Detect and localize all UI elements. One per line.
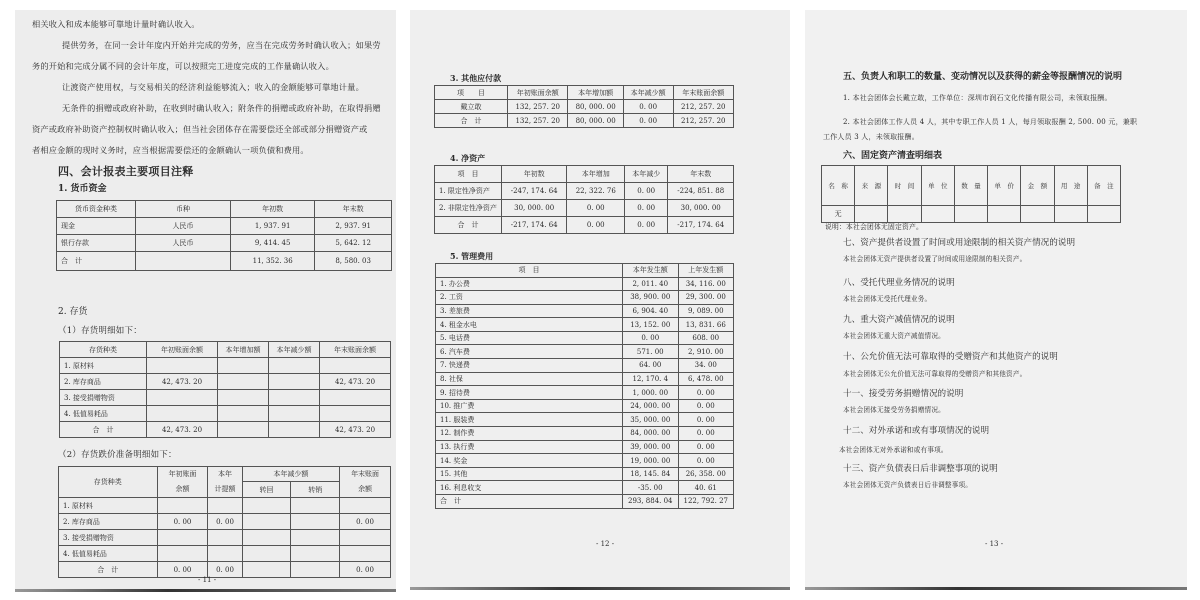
cell: -247, 174. 64	[501, 183, 567, 200]
cell: 2. 工资	[436, 291, 623, 305]
cell: 80, 000. 00	[568, 114, 623, 128]
cell: 15. 其他	[436, 467, 623, 481]
column-header: 年末数	[315, 201, 392, 218]
cell: 合 计	[57, 252, 136, 271]
page-13	[805, 10, 1187, 590]
cell: 2. 非限定性净资产	[435, 200, 502, 217]
payables-table	[434, 85, 734, 128]
cell	[1054, 206, 1087, 223]
cell	[291, 530, 340, 546]
column-header: 转回	[242, 482, 291, 498]
cell: 3. 接受捐赠物资	[59, 530, 158, 546]
cell: 0. 00	[208, 562, 242, 578]
section-heading: 十一、接受劳务捐赠情况的说明	[843, 389, 964, 399]
table-row	[436, 454, 734, 468]
cell	[320, 390, 391, 406]
table-header-row	[59, 467, 391, 482]
cell	[218, 390, 269, 406]
cell: 3. 差旅费	[436, 304, 623, 318]
cell: 0. 00	[208, 514, 242, 530]
cell: 1, 937. 91	[231, 218, 315, 235]
table-row	[435, 183, 734, 200]
cell: 12. 制作费	[436, 427, 623, 441]
cell: 戴立敢	[435, 100, 508, 114]
cell: 6, 904. 40	[623, 304, 679, 318]
cell: 0. 00	[625, 183, 668, 200]
cell	[269, 358, 320, 374]
cell: 5. 电话费	[436, 331, 623, 345]
cell: 30, 000. 00	[501, 200, 567, 217]
cell: 0. 00	[625, 200, 668, 217]
cell	[954, 206, 987, 223]
cell: 0. 00	[623, 114, 673, 128]
table-note: 说明：本社会团体无固定资产。	[825, 223, 923, 231]
subsection-heading: 4. 净资产	[450, 153, 486, 163]
column-header: 上年发生额	[678, 264, 734, 278]
column-header	[157, 467, 208, 498]
cell	[988, 206, 1021, 223]
cell: 42, 473. 20	[320, 374, 391, 390]
cell	[218, 422, 269, 438]
cell: 合 计	[60, 422, 147, 438]
table-row	[436, 331, 734, 345]
cell	[136, 252, 231, 271]
inventory-table	[59, 341, 391, 438]
cell: 42, 473. 20	[320, 422, 391, 438]
table-row	[436, 318, 734, 332]
cell: 132, 257. 20	[508, 114, 568, 128]
cell: 4. 租金水电	[436, 318, 623, 332]
cell: 38, 900. 00	[623, 291, 679, 305]
cell: 0. 00	[567, 217, 625, 234]
table-header-row	[435, 86, 734, 100]
cell: 9, 414. 45	[231, 235, 315, 252]
column-header: 存货种类	[59, 467, 158, 498]
cell: 1. 办公费	[436, 277, 623, 291]
cell	[340, 530, 391, 546]
section-body: 本社会团体无重大资产减值情况。	[843, 332, 945, 340]
cell: 8, 580. 03	[315, 252, 392, 271]
cell	[269, 406, 320, 422]
column-header: 用 途	[1054, 166, 1087, 206]
cell: 2, 011. 40	[623, 277, 679, 291]
paragraph-line: 无条件的捐赠或政府补助，在收到时确认收入；附条件的捐赠或政府补助，在取得捐赠	[62, 103, 381, 113]
column-header: 数 量	[954, 166, 987, 206]
column-header: 本年减少额	[269, 342, 320, 358]
section-heading: 十三、资产负债表日后非调整事项的说明	[843, 464, 998, 474]
paragraph-line: 1. 本社会团体会长戴立敢，工作单位：深圳市润石文化传播有限公司，未领取报酬。	[843, 94, 1112, 102]
section-heading: 八、受托代理业务情况的说明	[843, 278, 955, 288]
table-row	[436, 345, 734, 359]
cell	[921, 206, 954, 223]
cell	[291, 562, 340, 578]
column-header: 本年增加	[567, 166, 625, 183]
cell: 13. 执行费	[436, 440, 623, 454]
cell	[242, 530, 291, 546]
cell: 2. 库存商品	[60, 374, 147, 390]
column-header: 存货种类	[60, 342, 147, 358]
table-total-row	[435, 217, 734, 234]
table-row	[436, 359, 734, 373]
column-header: 金 额	[1021, 166, 1054, 206]
cell: 212, 257. 20	[673, 114, 733, 128]
cell	[269, 390, 320, 406]
page-number: - 11 -	[198, 576, 217, 584]
cell: -217, 174. 64	[501, 217, 567, 234]
cell	[147, 406, 218, 422]
column-header: 项 目	[435, 86, 508, 100]
cell	[242, 514, 291, 530]
cell	[1087, 206, 1120, 223]
cell: 9, 089. 00	[678, 304, 734, 318]
cell	[340, 546, 391, 562]
section-heading: 五、负责人和职工的数量、变动情况以及获得的薪金等报酬情况的说明	[843, 72, 1123, 82]
cell: 42, 473. 20	[147, 374, 218, 390]
cell: 40. 61	[678, 481, 734, 495]
column-header: 本年减少额	[623, 86, 673, 100]
section-body: 本社会团体无资产负债表日后非调整事项。	[843, 481, 973, 489]
table-total-row	[60, 422, 391, 438]
cell: 0. 00	[678, 427, 734, 441]
cell: 无	[822, 206, 855, 223]
section-heading: 十二、对外承诺和或有事项情况的说明	[843, 426, 990, 436]
cell: 合 计	[435, 217, 502, 234]
table-row	[436, 291, 734, 305]
cell: 人民币	[136, 218, 231, 235]
cell: 34, 116. 00	[678, 277, 734, 291]
cell: 0. 00	[678, 440, 734, 454]
cell	[242, 546, 291, 562]
paragraph-line: 资产或政府补助资产控制权时确认收入；但当社会团体存在需要偿还全部或部分捐赠资产或	[32, 124, 368, 134]
cell: 9. 招待费	[436, 386, 623, 400]
header-line: 年初账面	[168, 470, 197, 478]
table-row	[436, 372, 734, 386]
cell	[208, 498, 242, 514]
cell	[320, 406, 391, 422]
cell: 4. 低值易耗品	[60, 406, 147, 422]
table-row	[59, 498, 391, 514]
subsection-heading: 3. 其他应付款	[450, 73, 502, 83]
table-row	[60, 358, 391, 374]
column-header: 本年增加额	[568, 86, 623, 100]
cell: 0. 00	[340, 514, 391, 530]
table-row	[57, 218, 392, 235]
section-heading: 十、公允价值无法可靠取得的受赠资产和其他资产的说明	[843, 352, 1058, 362]
cell: 2, 937. 91	[315, 218, 392, 235]
cell: 39, 000. 00	[623, 440, 679, 454]
cell: 0. 00	[678, 454, 734, 468]
column-header: 来 源	[855, 166, 888, 206]
table-row	[57, 235, 392, 252]
column-header: 时 间	[888, 166, 921, 206]
fixed-assets-table	[821, 165, 1121, 223]
table-header-row	[57, 201, 392, 218]
table-row	[60, 390, 391, 406]
cell: 4. 低值易耗品	[59, 546, 158, 562]
table-header-row	[436, 264, 734, 278]
table-header-row	[822, 166, 1121, 206]
cell	[218, 374, 269, 390]
column-header: 年末数	[668, 166, 734, 183]
cell: 13, 152. 00	[623, 318, 679, 332]
column-header: 年初账面余额	[147, 342, 218, 358]
cell: 0. 00	[678, 386, 734, 400]
column-header: 本年减少	[625, 166, 668, 183]
cell: -224, 851. 88	[668, 183, 734, 200]
cell: 18, 145. 84	[623, 467, 679, 481]
column-header: 年末账面余额	[673, 86, 733, 100]
cell	[269, 422, 320, 438]
column-header: 币种	[136, 201, 231, 218]
cell: 19, 000. 00	[623, 454, 679, 468]
cell: 10. 推广费	[436, 399, 623, 413]
cell	[157, 498, 208, 514]
cell: 11, 352. 36	[231, 252, 315, 271]
page-number: - 13 -	[985, 540, 1004, 548]
cell	[147, 390, 218, 406]
section-body: 本社会团体无接受劳务捐赠情况。	[843, 406, 945, 414]
column-header: 项 目	[435, 166, 502, 183]
table-row	[436, 386, 734, 400]
section-heading: 六、固定资产清查明细表	[843, 151, 943, 161]
cell	[291, 514, 340, 530]
table-row	[436, 277, 734, 291]
table-total-row	[57, 252, 392, 271]
cell	[157, 546, 208, 562]
table-row	[436, 427, 734, 441]
section-body: 本社会团体无公允价值无法可靠取得的受赠资产和其他资产。	[843, 370, 1027, 378]
cell: 6. 汽车费	[436, 345, 623, 359]
cell: 1. 原材料	[60, 358, 147, 374]
table-total-row	[59, 562, 391, 578]
column-header: 名 称	[822, 166, 855, 206]
cell: 合 计	[436, 495, 623, 509]
cell	[340, 498, 391, 514]
cell	[147, 358, 218, 374]
cell	[855, 206, 888, 223]
cell: 293, 884. 04	[623, 495, 679, 509]
cell: 7. 快递费	[436, 359, 623, 373]
cell: 0. 00	[623, 331, 679, 345]
cell: 42, 473. 20	[147, 422, 218, 438]
cell: 571. 00	[623, 345, 679, 359]
table-row	[60, 374, 391, 390]
table-row	[436, 481, 734, 495]
cash-table	[56, 200, 392, 271]
page-number: - 12 -	[596, 540, 615, 548]
column-header: 备 注	[1087, 166, 1120, 206]
header-line: 年末账面	[351, 470, 380, 478]
cell: 0. 00	[157, 562, 208, 578]
column-header: 本年发生额	[623, 264, 679, 278]
column-header: 年初数	[501, 166, 567, 183]
header-line: 本年	[218, 470, 232, 478]
section-heading: 九、重大资产减值情况的说明	[843, 315, 955, 325]
cell: 80, 000. 00	[568, 100, 623, 114]
cell	[269, 374, 320, 390]
cell	[320, 358, 391, 374]
cell	[242, 562, 291, 578]
cell	[888, 206, 921, 223]
cell: 22, 322. 76	[567, 183, 625, 200]
table-row	[59, 546, 391, 562]
header-line: 余额	[358, 485, 373, 493]
cell	[208, 530, 242, 546]
cell: 0. 00	[678, 399, 734, 413]
cell	[218, 358, 269, 374]
table-row	[60, 406, 391, 422]
column-header: 本年减少额	[242, 467, 340, 482]
cell: 84, 000. 00	[623, 427, 679, 441]
cell: 13, 831. 66	[678, 318, 734, 332]
cell	[208, 546, 242, 562]
cell: 0. 00	[623, 100, 673, 114]
cell: 人民币	[136, 235, 231, 252]
cell: 16. 利息收支	[436, 481, 623, 495]
table-header-row	[60, 342, 391, 358]
column-header: 年初数	[231, 201, 315, 218]
impairment-table	[58, 466, 391, 578]
column-header: 单 价	[988, 166, 1021, 206]
column-header: 项 目	[436, 264, 623, 278]
table-row	[436, 399, 734, 413]
cell: 现金	[57, 218, 136, 235]
table-row	[436, 304, 734, 318]
section-body: 本社会团体无资产提供者设置了时间或用途限制的相关资产。	[843, 255, 1027, 263]
net-assets-table	[434, 165, 734, 234]
cell	[1021, 206, 1054, 223]
subsection-heading: （2）存货跌价准备明细如下：	[58, 450, 177, 460]
cell	[242, 498, 291, 514]
table-total-row	[435, 114, 734, 128]
cell	[218, 406, 269, 422]
cell: 30, 000. 00	[668, 200, 734, 217]
table-row	[59, 530, 391, 546]
cell: 24, 000. 00	[623, 399, 679, 413]
section-heading: 四、会计报表主要项目注释	[58, 165, 194, 178]
cell: -217, 174. 64	[668, 217, 734, 234]
paragraph-line: 务的开始和完成分属不同的会计年度，可以按照完工进度完成的工作量确认收入。	[32, 61, 334, 71]
table-header-row	[435, 166, 734, 183]
cell: 1. 限定性净资产	[435, 183, 502, 200]
column-header: 货币资金种类	[57, 201, 136, 218]
subsection-heading: 1. 货币资金	[58, 184, 107, 194]
cell: 64. 00	[623, 359, 679, 373]
section-heading: 七、资产提供者设置了时间或用途限制的相关资产情况的说明	[843, 238, 1076, 248]
table-row	[59, 514, 391, 530]
header-line: 余额	[175, 485, 190, 493]
cell: 34. 00	[678, 359, 734, 373]
cell: 3. 接受捐赠物资	[60, 390, 147, 406]
cell	[291, 498, 340, 514]
cell: 29, 300. 00	[678, 291, 734, 305]
cell: 0. 00	[567, 200, 625, 217]
header-line: 计提额	[214, 485, 236, 493]
column-header	[208, 467, 242, 498]
cell: 8. 社保	[436, 372, 623, 386]
column-header: 本年增加额	[218, 342, 269, 358]
table-row	[435, 100, 734, 114]
admin-expenses-table	[435, 263, 734, 509]
cell: 11. 服装费	[436, 413, 623, 427]
cell: 35, 000. 00	[623, 413, 679, 427]
cell: 合 计	[59, 562, 158, 578]
paragraph-line: 工作人员 3 人，未领取报酬。	[823, 133, 919, 141]
cell	[291, 546, 340, 562]
cell: 0. 00	[625, 217, 668, 234]
paragraph-line: 让渡资产使用权，与交易相关的经济利益能够流入；收入的金额能够可靠地计量。	[62, 82, 364, 92]
page-12	[410, 10, 790, 590]
cell: 26, 358. 00	[678, 467, 734, 481]
cell: 0. 00	[340, 562, 391, 578]
cell: 2, 910. 00	[678, 345, 734, 359]
cell: 5, 642. 12	[315, 235, 392, 252]
paragraph-line: 相关收入和成本能够可靠地计量时确认收入。	[32, 19, 200, 29]
table-row	[436, 413, 734, 427]
cell: -35. 00	[623, 481, 679, 495]
cell: 212, 257. 20	[673, 100, 733, 114]
table-row	[822, 206, 1121, 223]
section-body: 本社会团体无受托代理业务。	[843, 295, 932, 303]
cell: 132, 257. 20	[508, 100, 568, 114]
column-header: 年初账面余额	[508, 86, 568, 100]
cell: 1, 000. 00	[623, 386, 679, 400]
subsection-heading: 2. 存货	[58, 307, 88, 317]
cell: 2. 库存商品	[59, 514, 158, 530]
section-body: 本社会团体无对外承诺和或有事项。	[839, 446, 948, 454]
column-header: 年末账面余额	[320, 342, 391, 358]
paragraph-line: 提供劳务，在同一会计年度内开始并完成的劳务，应当在完成劳务时确认收入；如果劳	[62, 40, 381, 50]
table-row	[435, 200, 734, 217]
cell: 12, 170. 4	[623, 372, 679, 386]
paragraph-line: 2. 本社会团体工作人员 4 人，其中专职工作人员 1 人，每月领取报酬 2, 500. 00 元，兼职	[843, 118, 1138, 126]
cell: 0. 00	[157, 514, 208, 530]
cell: 122, 792. 27	[678, 495, 734, 509]
paragraph-line: 者相应金额的现时义务时，应当根据需要偿还的金额确认一项负债和费用。	[32, 145, 309, 155]
column-header: 单 位	[921, 166, 954, 206]
table-total-row	[436, 495, 734, 509]
column-header: 转销	[291, 482, 340, 498]
column-header	[340, 467, 391, 498]
page-11	[15, 10, 396, 592]
table-row	[436, 467, 734, 481]
subsection-heading: （1）存货明细如下：	[58, 326, 142, 336]
cell	[157, 530, 208, 546]
cell: 合 计	[435, 114, 508, 128]
table-row	[436, 440, 734, 454]
cell: 1. 原材料	[59, 498, 158, 514]
cell: 14. 奖金	[436, 454, 623, 468]
cell: 0. 00	[678, 413, 734, 427]
cell: 6, 478. 00	[678, 372, 734, 386]
cell: 银行存款	[57, 235, 136, 252]
subsection-heading: 5. 管理费用	[450, 251, 494, 261]
cell: 608. 00	[678, 331, 734, 345]
